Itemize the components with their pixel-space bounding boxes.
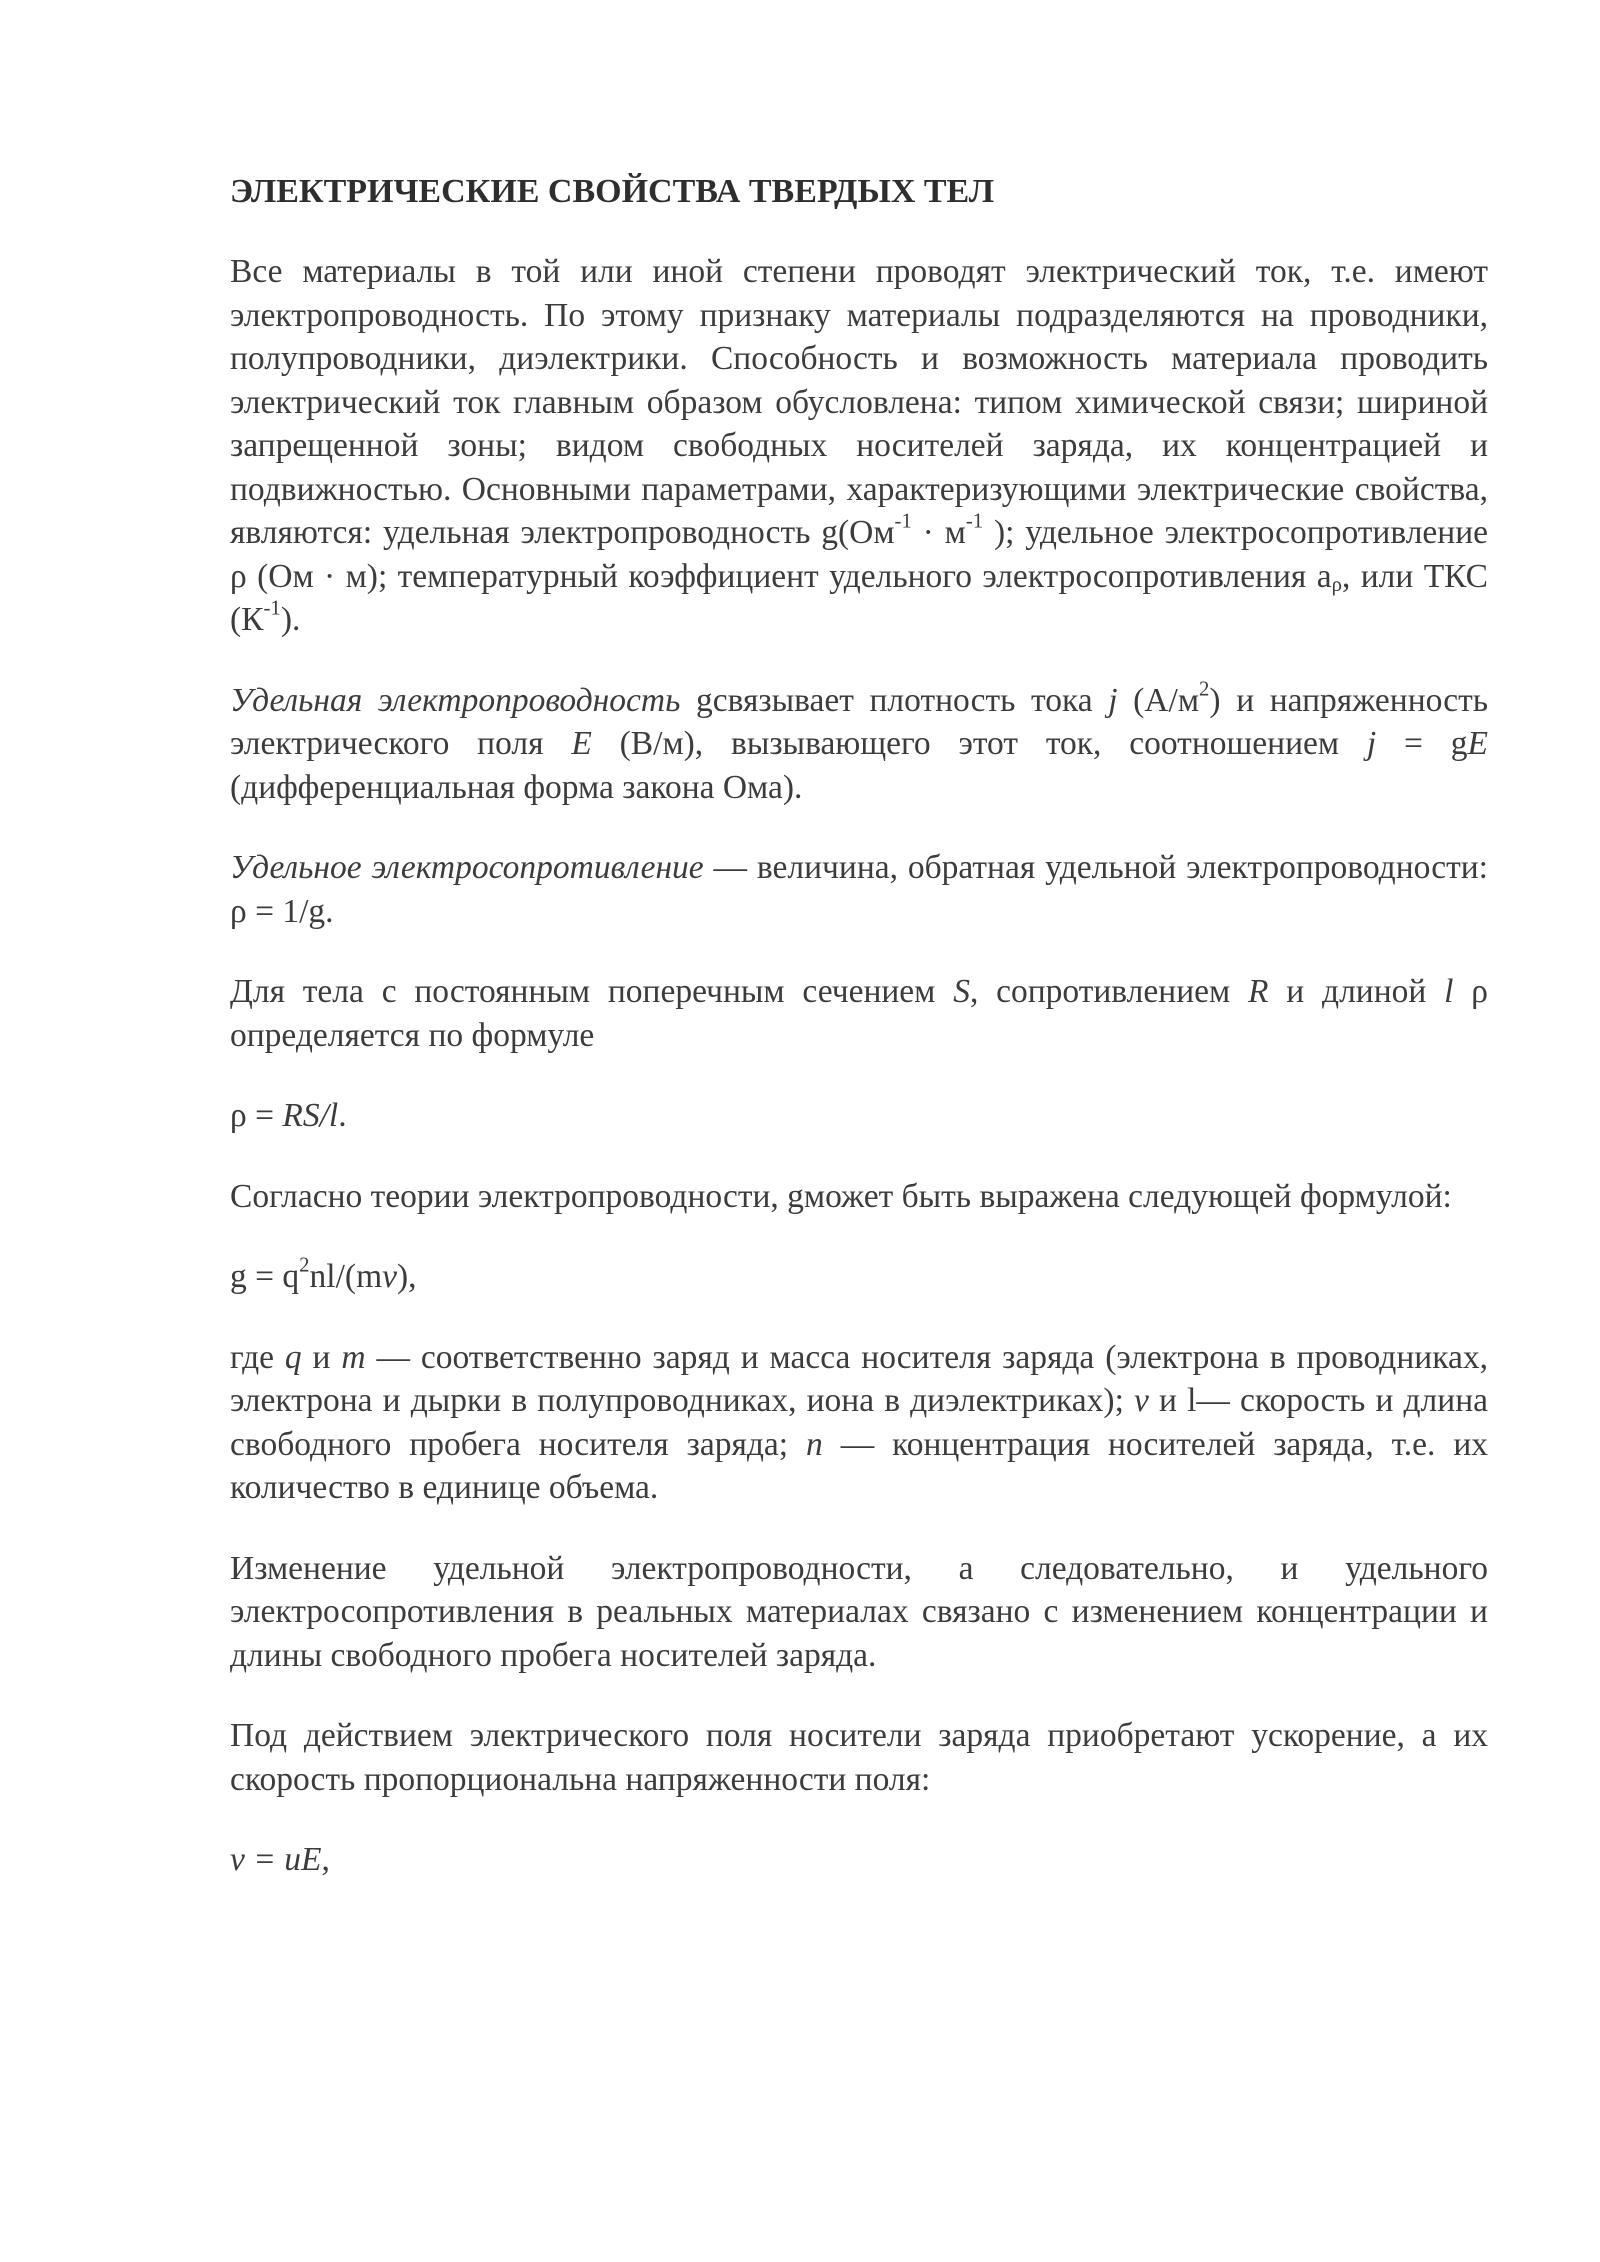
- symbol-s: S: [953, 973, 970, 1010]
- text-run: — соответственно заряд и масса носителя заряда (электрона в проводниках, электрона и дырки в полупроводниках, иона в диэлектриках);: [230, 1338, 1488, 1419]
- intro-text: Все материалы в той или иной степени проводят электрический ток, т.е. имеют электропроводность. По этому признаку материалы подразделяются на проводники, полупроводники, диэлектрики. Способность и возможность материала проводить электрический ток главным образом обусловлена: типом химической связи; шириной запрещенной зоны; видом свободных носителей заряда, их концентрацией и подвижностью. Основными параметрами, характеризующими электрические свойства, являются: удельная электропроводность g(Ом: [230, 253, 1488, 551]
- formula-conductivity: [230, 1255, 1488, 1299]
- symbol-m: m: [341, 1338, 366, 1376]
- paragraph-resistivity: [230, 846, 1488, 933]
- text-run: gсвязывает плотность тока: [680, 681, 1109, 719]
- intro-text: ).: [280, 601, 301, 638]
- text-run: ,: [321, 1841, 330, 1878]
- term-resistivity: Удельное электросопротивление: [230, 849, 704, 886]
- text-run: , сопротивлением: [969, 973, 1248, 1010]
- text-run: nl/(m: [309, 1258, 383, 1295]
- intro-text: · м: [911, 514, 966, 551]
- text-run: .: [338, 1097, 347, 1134]
- symbol-l: l: [1444, 973, 1454, 1010]
- text-run: ) и напряженность электрического поля: [230, 681, 1488, 762]
- text-run: и l— скорость и длина свободного пробега носителя заряда;: [230, 1382, 1488, 1463]
- text-run: ρ определяется по формуле: [230, 973, 1488, 1054]
- symbol-q: q: [284, 1338, 302, 1376]
- symbol-n: n: [806, 1425, 823, 1463]
- text-run: ),: [397, 1258, 417, 1295]
- document-title: ЭЛЕКТРИЧЕСКИЕ СВОЙСТВА ТВЕРДЫХ ТЕЛ: [230, 173, 995, 210]
- text-run: и длиной: [1268, 973, 1445, 1010]
- intro-text: ); удельное электросопротивление ρ (Ом · м); температурный коэффициент удельного электросопротивления a: [230, 514, 1489, 595]
- text-run: и: [301, 1338, 342, 1376]
- formula-resistivity: [230, 1094, 1488, 1138]
- symbol-j: j: [1366, 725, 1377, 762]
- symbol-v: v: [382, 1258, 397, 1295]
- paragraph-theory: Согласно теории электропроводности, gможет быть выражена следующей формулой:: [230, 1177, 1452, 1215]
- text-run: — величина, обратная удельной электропроводности: ρ = 1/g.: [230, 849, 1488, 930]
- paragraph-body-section: [230, 970, 1488, 1057]
- subscript: ρ: [1331, 572, 1342, 596]
- symbol-v: v: [1134, 1382, 1149, 1419]
- paragraph-change: Изменение удельной электропроводности, а следовательно, и удельного электросопротивления в реальных материалах связано с изменением концентрации и длины свободного пробега носителей заряда.: [230, 1549, 1488, 1674]
- text-run: (А/м: [1117, 681, 1200, 719]
- text-run: — концентрация носителей заряда, т.е. их количество в единице объема.: [230, 1425, 1488, 1506]
- paragraph-conductivity: [230, 676, 1488, 810]
- document-page: [230, 170, 1488, 1919]
- formula-expression: RS/l: [282, 1097, 339, 1134]
- text-run: = g: [1376, 725, 1468, 762]
- text-run: ρ =: [230, 1097, 283, 1134]
- text-run: (В/м), вызывающего этот ток, соотношением: [591, 725, 1367, 762]
- text-run: Для тела с постоянным поперечным сечением: [230, 973, 954, 1010]
- symbol-j: j: [1108, 681, 1118, 719]
- symbol-r: R: [1248, 973, 1269, 1010]
- text-run: (дифференциальная форма закона Ома).: [230, 768, 803, 806]
- superscript: -1: [263, 596, 281, 620]
- paragraph-intro: [230, 250, 1488, 642]
- symbol-e: E: [571, 725, 592, 762]
- superscript: -1: [965, 509, 984, 533]
- superscript: 2: [299, 1253, 310, 1277]
- text-run: где: [230, 1338, 285, 1376]
- superscript: 2: [1199, 676, 1210, 700]
- term-conductivity: Удельная электропроводность: [230, 681, 681, 719]
- paragraph-field-action: Под действием электрического поля носители заряда приобретают ускорение, а их скорость пропорциональна напряженности поля:: [230, 1717, 1488, 1798]
- formula-expression: v = uE: [230, 1841, 322, 1878]
- symbol-e: E: [1467, 725, 1488, 762]
- paragraph-where: [230, 1336, 1488, 1510]
- superscript: -1: [894, 509, 912, 533]
- text-run: g = q: [230, 1258, 300, 1295]
- intro-text: , или ТКС (К: [230, 557, 1489, 638]
- formula-velocity: [230, 1838, 1488, 1882]
